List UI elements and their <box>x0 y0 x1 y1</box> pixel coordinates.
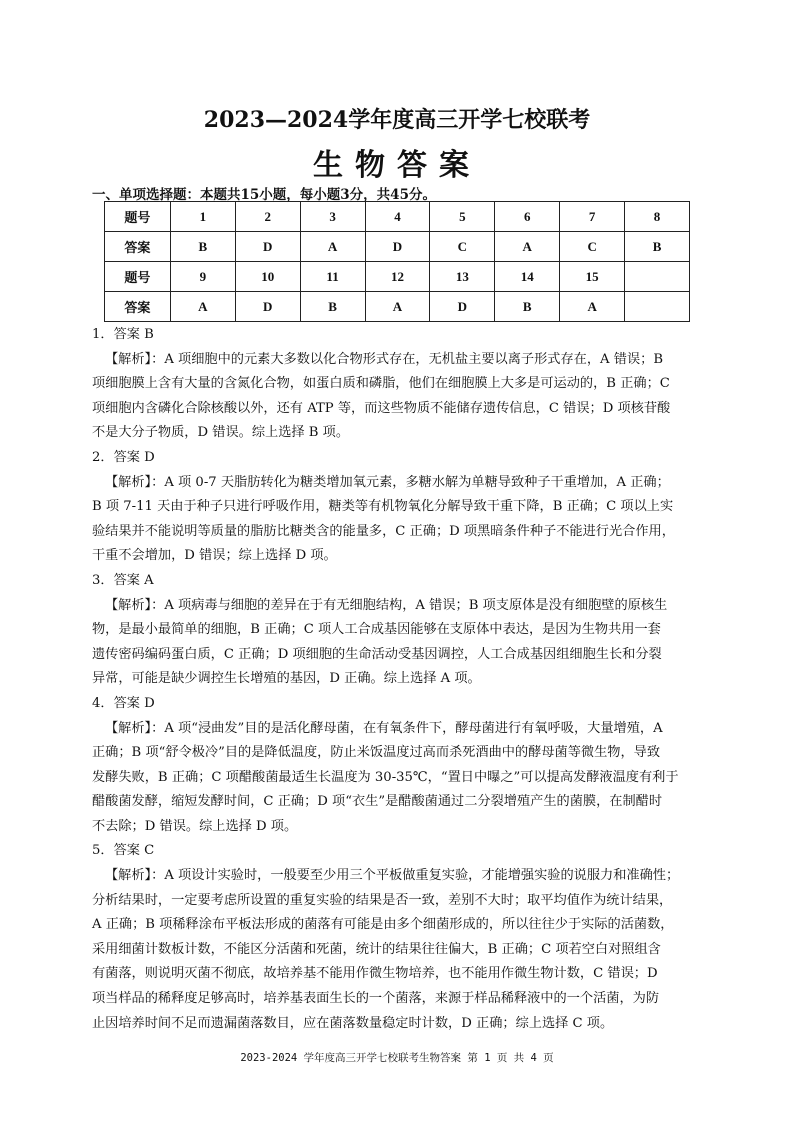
table-cell <box>625 292 690 322</box>
table-cell: 2 <box>235 202 300 232</box>
explanation-line: 遗传密码编码蛋白质，C 正确；D 项细胞的生命活动受基因调控，人工合成基因组细胞生长和分裂 <box>92 646 662 662</box>
table-cell: 4 <box>365 202 430 232</box>
table-cell: A <box>300 232 365 262</box>
table-row-header: 题号 <box>105 262 171 292</box>
table-cell: C <box>560 232 625 262</box>
table-cell: 3 <box>300 202 365 232</box>
table-cell: B <box>170 232 235 262</box>
table-row-header: 题号 <box>105 202 171 232</box>
table-cell: 1 <box>170 202 235 232</box>
page-footer: 2023-2024 学年度高三开学七校联考生物答案 第 1 页 共 4 页 <box>240 1052 554 1064</box>
explanation-line: 【解析】：A 项“浸曲发”目的是活化酵母菌，在有氧条件下，酵母菌进行有氧呼吸，大量增殖，A <box>105 720 663 736</box>
explanation-line: 醋酸菌发酵，缩短发酵时间，C 正确；D 项“衣生”是醋酸菌通过二分裂增殖产生的菌膜，在制醋时 <box>92 794 663 810</box>
explanation-line: 止因培养时间不足而遗漏菌落数目，应在菌落数量稳定时计数，D 正确；综上选择 C 项。 <box>92 1015 614 1031</box>
explanation-line: A 正确；B 项稀释涂布平板法形成的菌落有可能是由多个细菌形成的，所以往往少于实际的活菌数， <box>92 917 674 933</box>
table-cell: B <box>300 292 365 322</box>
table-cell: B <box>495 292 560 322</box>
table-cell: 10 <box>235 262 300 292</box>
table-cell: 7 <box>560 202 625 232</box>
question-block <box>92 446 704 569</box>
table-cell: B <box>625 232 690 262</box>
section-heading: 一、单项选择题：本题共15小题，每小题3分，共45分。 <box>92 187 436 203</box>
explanation-line: 项细胞膜上含有大量的含氮化合物，如蛋白质和磷脂，他们在细胞膜上大多是可运动的，B 正确；C <box>92 376 670 392</box>
table-cell: 9 <box>170 262 235 292</box>
page-subtitle: 生物答案 <box>313 148 481 183</box>
explanation-line: 有菌落，则说明灭菌不彻底，故培养基不能用作微生物培养，也不能用作微生物计数，C 错误；D <box>92 966 658 982</box>
table-cell <box>625 262 690 292</box>
explanation-line: 干重不会增加，D 错误；综上选择 D 项。 <box>92 548 337 564</box>
table-cell: 6 <box>495 202 560 232</box>
question-block <box>92 839 704 1036</box>
explanation-line: 【解析】：A 项 0-7 天脂肪转化为糖类增加氧元素，多糖水解为单糖导致种子干重增加，A 正确； <box>105 474 670 490</box>
explanation-line: 发酵失败，B 正确；C 项醋酸菌最适生长温度为 30-35℃，“置日中曝之”可以提高发酵液温度有利于 <box>92 769 679 785</box>
table-row-header: 答案 <box>105 292 171 322</box>
table-cell: A <box>365 292 430 322</box>
table-cell: C <box>430 232 495 262</box>
explanation-line: 分析结果时，一定要考虑所设置的重复实验的结果是否一致，差别不大时；取平均值作为统计结果， <box>92 892 673 908</box>
question-answer-heading: 1．答案 B <box>92 327 154 342</box>
question-answer-heading: 2．答案 D <box>92 449 155 465</box>
table-row <box>105 202 690 232</box>
table-cell: A <box>170 292 235 322</box>
table-cell: A <box>495 232 560 262</box>
explanation-line: 项细胞内含磷化合除核酸以外，还有 ATP 等，而这些物质不能储存遗传信息，C 错误；D 项核苷酸 <box>92 400 671 416</box>
table-cell: 8 <box>625 202 690 232</box>
table-row <box>105 232 690 262</box>
table-cell: A <box>560 292 625 322</box>
table-cell: 15 <box>560 262 625 292</box>
explanation-line: 正确；B 项“舒令极冷”目的是降低温度，防止米饭温度过高而杀死酒曲中的酵母菌等微生物，导致 <box>92 745 661 761</box>
table-row <box>105 292 690 322</box>
explanation-line: 不是大分子物质，D 错误。综上选择 B 项。 <box>92 425 350 441</box>
explanation-line: 项当样品的稀释度足够高时，培养基表面生长的一个菌落，来源于样品稀释液中的一个活菌，为防 <box>92 991 660 1007</box>
table-row-header: 答案 <box>105 232 171 262</box>
table-cell: D <box>235 232 300 262</box>
explanation-line: 验结果并不能说明等质量的脂肪比糖类含的能量多，C 正确；D 项黑暗条件种子不能进行光合作用， <box>92 523 675 539</box>
question-answer-heading: 3．答案 A <box>92 572 154 588</box>
table-cell: 12 <box>365 262 430 292</box>
page-title: 2023—2024学年度高三开学七校联考 <box>203 107 591 133</box>
explanation-line: 【解析】：A 项病毒与细胞的差异在于有无细胞结构，A 错误；B 项支原体是没有细胞壁的原核生 <box>105 597 668 613</box>
explanation-line: 【解析】：A 项细胞中的元素大多数以化合物形式存在，无机盐主要以离子形式存在，A 错误；B <box>105 351 664 367</box>
table-cell: D <box>365 232 430 262</box>
table-cell: 5 <box>430 202 495 232</box>
table-cell: 14 <box>495 262 560 292</box>
table-cell: D <box>235 292 300 322</box>
question-answer-heading: 5．答案 C <box>92 843 155 859</box>
explanation-line: 不去除；D 错误。综上选择 D 项。 <box>92 818 298 834</box>
table-cell: 13 <box>430 262 495 292</box>
explanation-line: 采用细菌计数板计数，不能区分活菌和死菌，统计的结果往往偏大，B 正确；C 项若空白对照组含 <box>92 941 661 957</box>
question-block <box>92 323 704 446</box>
explanation-line: 物，是最小最简单的细胞，B 正确；C 项人工合成基因能够在支原体中表达，是因为生物共用一套 <box>92 622 661 638</box>
table-cell: 11 <box>300 262 365 292</box>
explanation-line: 【解析】：A 项设计实验时，一般要至少用三个平板做重复实验，才能增强实验的说服力和准确性； <box>105 868 680 884</box>
table-cell: D <box>430 292 495 322</box>
explanation-line: B 项 7-11 天由于种子只进行呼吸作用，糖类等有机物氧化分解导致干重下降，B 正确；C 项以上实 <box>92 499 674 515</box>
table-row <box>105 262 690 292</box>
questions-body <box>92 323 704 1036</box>
question-block <box>92 692 704 840</box>
question-answer-heading: 4．答案 D <box>92 695 155 711</box>
question-block <box>92 569 704 692</box>
answer-table <box>104 201 690 322</box>
explanation-line: 异常，可能是缺少调控生长增殖的基因，D 正确。综上选择 A 项。 <box>92 671 481 687</box>
